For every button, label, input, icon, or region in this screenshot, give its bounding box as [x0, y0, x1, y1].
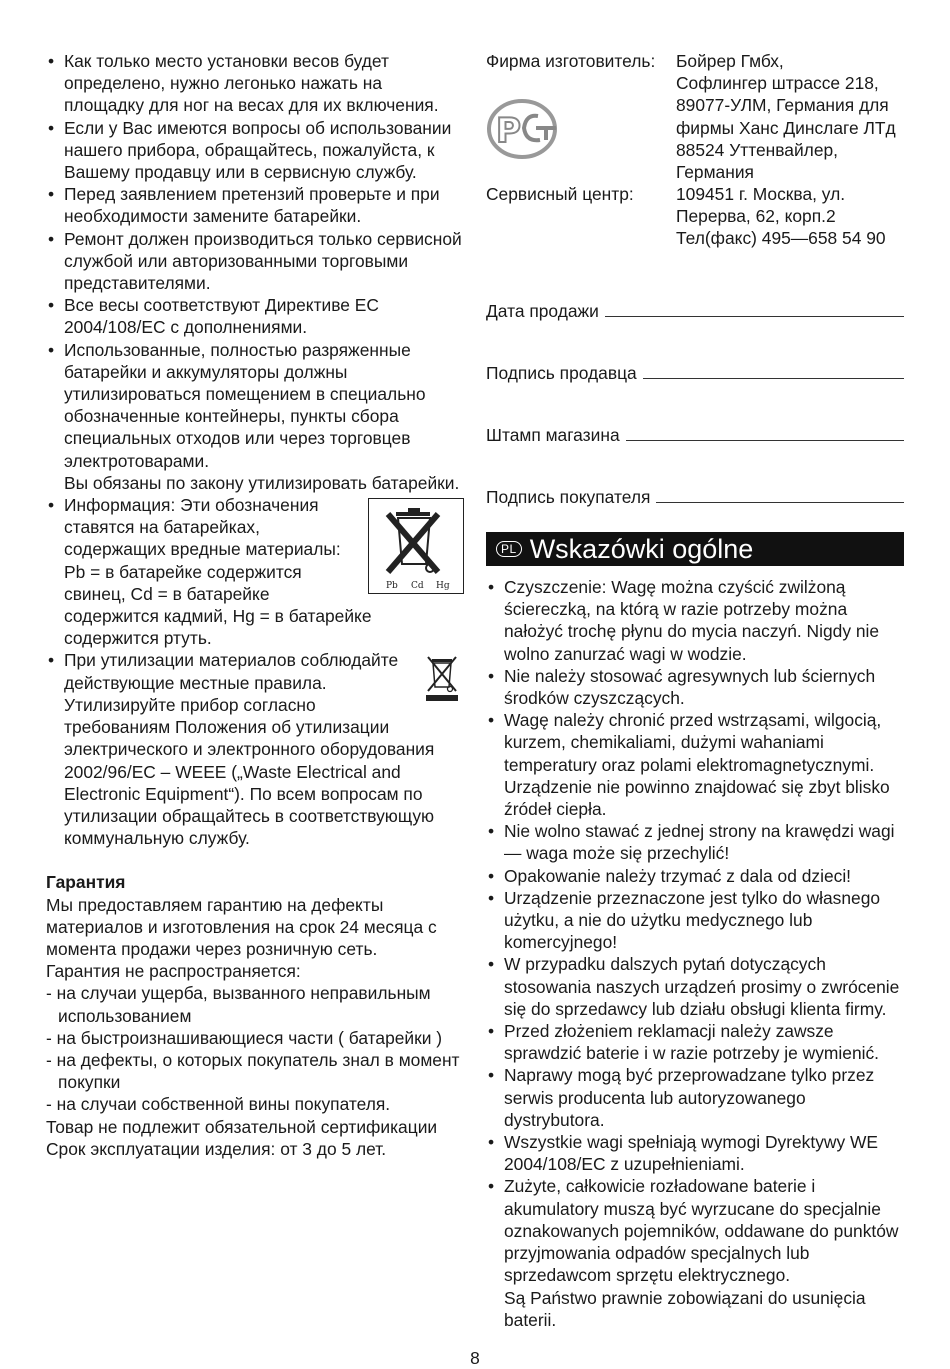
list-item — [486, 1064, 904, 1131]
battery-label-hg: Hg — [436, 581, 450, 592]
list-item — [486, 576, 904, 665]
signature-line — [626, 440, 904, 441]
list-item — [46, 183, 466, 227]
list-item-text: Перед заявлением претензий проверьте и при необходимости замените батарейки. — [64, 184, 440, 227]
signature-line — [605, 316, 904, 317]
list-item — [486, 1131, 904, 1175]
address-line: Перерва, 62, корп.2 — [676, 206, 836, 227]
certification-note: Товар не подлежит обязательной сертификации — [46, 1116, 438, 1137]
manufacturer-label: Фирма изготовитель: — [486, 51, 656, 71]
service-address — [676, 183, 904, 250]
address-line: 89077-УЛМ, Германия для — [676, 95, 889, 116]
battery-label-pb: • Pb — [386, 581, 398, 592]
address-line: фирмы Ханс Динслаге ЛТд — [676, 117, 896, 138]
list-item-text: Urządzenie przeznaczone jest tylko do własnego użytku, a nie do użytku medycznego lub komercyjnego! — [504, 887, 881, 953]
list-item — [46, 339, 466, 494]
page-number: 8 — [470, 1348, 480, 1368]
address-line: 88524 Уттенвайлер, — [676, 139, 839, 160]
list-item-text: Wszystkie wagi spełniają wymogi Dyrektywy WE 2004/108/EC z uzupełnieniami. — [504, 1132, 878, 1175]
language-badge: PL — [496, 541, 522, 557]
list-item-text: Czyszczenie: Wagę można czyścić zwilżoną ściereczką, na którą w razie potrzeby można nałożyć trochę płynu do mycia naczyń. Nigdy nie wolno zanurzać wagi w wodzie. — [504, 577, 880, 664]
right-bullet-list — [486, 576, 904, 1331]
list-item: - на дефекты, о которых покупатель знал в момент покупки — [46, 1049, 466, 1093]
crossed-bin-icon — [368, 498, 464, 594]
pct-certification-mark-icon — [486, 98, 564, 165]
list-item — [46, 117, 466, 184]
list-item — [46, 649, 466, 849]
buyer-signature-label: Подпись покупателя — [486, 486, 651, 507]
left-column — [46, 50, 466, 1160]
guarantee-exclusions — [46, 982, 466, 1115]
address-line: Софлингер штрассе 218, — [676, 73, 879, 94]
seller-signature-label: Подпись продавца — [486, 362, 637, 383]
list-item-note: Są Państwo prawnie zobowiązani do usunięcia baterii. — [504, 1287, 866, 1330]
list-item: - на случаи ущерба, вызванного неправильным использованием — [46, 982, 466, 1026]
sale-date-field[interactable] — [486, 260, 904, 322]
buyer-signature-field[interactable] — [486, 446, 904, 508]
list-item-text: При утилизации материалов соблюдайте действующие местные правила. Утилизируйте прибор согласно требованиям Положения об утилизации электрического и электронного оборудования 2002/96/EC – WEEE („Waste Electrical and Electronic Equipment“). По всем вопросам по утилизации обращайтесь в соответствующую коммунальную службу. — [64, 650, 435, 849]
list-item-text: Информация: Эти обозначения ставятся на батарейках, содержащих вредные материалы: Pb = в батарейке содержится свинец, Cd = в батарейке содержится кадмий, Hg = в батарейке содержится ртуть. — [64, 495, 372, 649]
address-line: 109451 г. Москва, ул. — [676, 184, 846, 204]
list-item — [46, 494, 466, 649]
signature-line — [643, 378, 904, 379]
address-line: Бойрер Гмбх, — [676, 51, 784, 71]
list-item — [486, 1020, 904, 1064]
battery-label-cd: Cd — [411, 581, 424, 592]
address-line: Тел(факс) 495—658 54 90 — [676, 228, 886, 249]
list-item-text: Nie należy stosować agresywnych lub ściernych środków czyszczących. — [504, 665, 876, 709]
list-item — [486, 665, 904, 709]
guarantee-exclusions-title: Гарантия не распространяется: — [46, 961, 301, 982]
weee-symbol — [422, 653, 462, 703]
list-item-text: W przypadku dalszych pytań dotyczących stosowania naszych urządzeń prosimy o zwrócenie się do sprzedawcy lub działu obsługi klienta firmy. — [504, 954, 900, 1019]
list-item-text: Как только место установки весов будет определено, нужно легонько нажать на площадку для ног на весах для их включения. — [64, 51, 439, 116]
list-item-text: Opakowanie należy trzymać z dala od dzieci! — [504, 865, 852, 886]
right-column — [486, 50, 904, 1331]
signature-line — [656, 502, 904, 503]
sale-date-label: Дата продажи — [486, 300, 599, 321]
shop-stamp-label: Штамп магазина — [486, 424, 620, 445]
list-item-text: Nie wolno stawać z jednej strony na krawędzi wagi — waga może się przechylić! — [504, 821, 895, 864]
list-item-text: Przed złożeniem reklamacji należy zawsze sprawdzić baterie i w razie potrzeby je wymienić. — [504, 1021, 880, 1064]
list-item — [486, 887, 904, 954]
list-item — [46, 294, 466, 338]
manufacturer-block — [486, 50, 904, 260]
manufacturer-address — [676, 50, 904, 183]
address-line: Германия — [676, 162, 754, 183]
list-item: - на быстроизнашивающиеся части ( батарейки ) — [46, 1027, 466, 1049]
left-bullet-list — [46, 50, 466, 849]
list-item: - на случаи собственной вины покупателя. — [46, 1093, 466, 1115]
service-label: Сервисный центр: — [486, 184, 634, 204]
list-item-text: Если у Вас имеются вопросы об использовании нашего прибора, обращайтесь, пожалуйста, к Вашему продавцу или в сервисную службу. — [64, 117, 452, 183]
list-item-text: Ремонт должен производиться только сервисной службой или авторизованными торговыми представителями. — [64, 228, 462, 294]
list-item-text: Все весы соответствуют Директиве ЕС 2004/108/EC с дополнениями. — [64, 295, 379, 338]
seller-signature-field[interactable] — [486, 322, 904, 384]
list-item-text: Wagę należy chronić przed wstrząsami, wilgocią, kurzem, chemikaliami, dużymi wahaniami temperatury oraz polami elektromagnetycznymi. Urządzenie nie powinno znajdować się zbyt blisko źródeł ciepła. — [504, 710, 890, 820]
svg-text:P: P — [496, 111, 521, 151]
list-item — [486, 709, 904, 820]
list-item — [46, 228, 466, 295]
list-item-text: Naprawy mogą być przeprowadzane tylko przez serwis producenta lub autoryzowanego dystrybutora. — [504, 1065, 875, 1130]
section-title: Wskazówki ogólne — [529, 534, 754, 564]
crossed-bin-icon — [422, 653, 462, 703]
list-item — [486, 1175, 904, 1330]
list-item — [486, 865, 904, 887]
guarantee-intro: Мы предоставляем гарантию на дефекты материалов и изготовления на срок 24 месяца с момента продажи через розничную сеть. — [46, 894, 437, 959]
battery-symbol — [368, 498, 464, 594]
lifetime-note: Срок эксплуатации изделия: от 3 до 5 лет. — [46, 1138, 387, 1159]
list-item-text: Zużyte, całkowicie rozładowane baterie i akumulatory muszą być wyrzucane do specjalnie oznakowanych pojemników, oddawane do punktów przyjmowania odpadów specjalnych lub sprzedawcom sprzętu elektrycznego. — [504, 1176, 899, 1286]
list-item — [486, 820, 904, 864]
section-header — [486, 532, 904, 566]
list-item — [486, 953, 904, 1020]
shop-stamp-field[interactable] — [486, 384, 904, 446]
list-item-note: Вы обязаны по закону утилизировать батарейки. — [64, 472, 460, 493]
list-item — [46, 50, 466, 117]
guarantee-heading: Гарантия — [46, 872, 126, 893]
list-item-text: Использованные, полностью разряженные батарейки и аккумуляторы должны утилизироваться помещением в специально обозначенные контейнеры, пункты сбора специальных отходов или через торговцев электротоварами. — [64, 339, 426, 471]
